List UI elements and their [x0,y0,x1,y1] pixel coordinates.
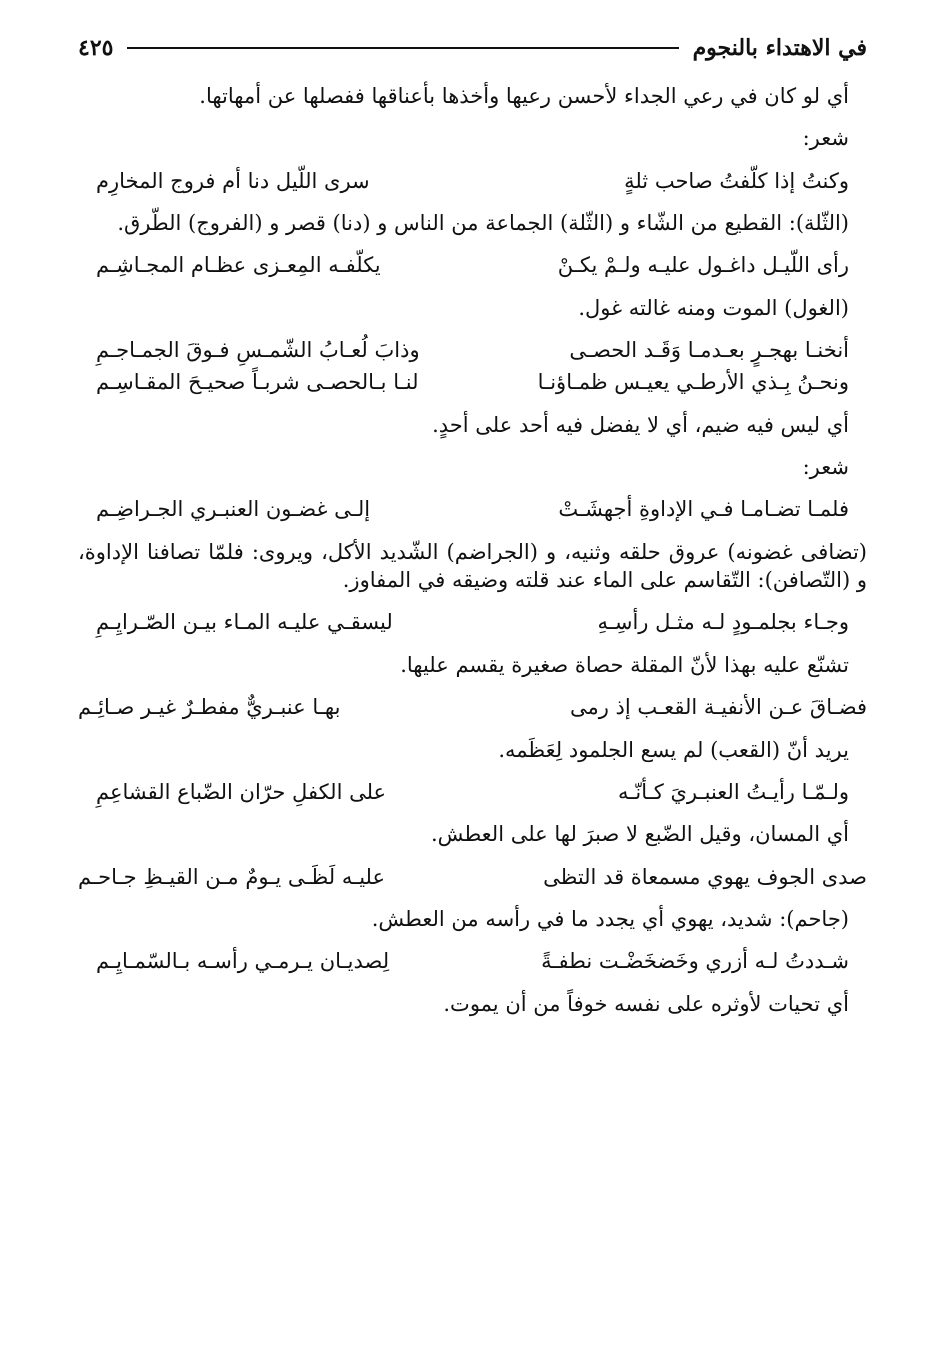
verse-first-hemistich: فضـاقَ عـن الأنفيـة القعـب إذ رمى [569,695,867,720]
verse-first-hemistich: وكنتُ إذا كلّفتُ صاحب ثلةٍ [624,168,849,193]
verse-second-hemistich: بهـا عنبـريٌّ مفطـرٌ غيـر صـائِـم [78,695,341,720]
verse-second-hemistich: وذابَ لُعـابُ الشّمـسِ فـوقَ الجمـاجـمِ [96,338,420,363]
verse-line [96,167,849,195]
verse-line [78,693,867,721]
verse-first-hemistich: شـددتُ لـه أزري وخَضخَضْـت نطفـةً [541,949,849,974]
poem-label: شعر: [802,126,849,151]
verse-first-hemistich: أنخنـا بهجـرٍ بعـدمـا وَقَـد الحصـى [569,338,849,363]
verse-first-hemistich: ولـمّـا رأيـتُ العنبـريَ كـأنّـه [617,779,849,804]
prose-paragraph: أي لو كان في رعي الجداء لأحسن رعيها وأخذها بأعناقها ففصلها عن أمهاتها. [199,84,849,108]
verse-first-hemistich: وجـاء بجلمـودٍ لـه مثـل رأسِـهِ [597,610,849,635]
prose-paragraph: تشنّع عليه بهذا لأنّ المقلة حصاة صغيرة يقسم عليها. [400,652,849,677]
verse-line [96,251,849,279]
page-content [78,82,867,1018]
verse-second-hemistich: ليسقـي عليـه المـاء بيـن الصّـرايِـمِ [96,610,393,635]
verse-second-hemistich: إلـى غضـون العنبـري الجـراضِـم [96,497,371,522]
verse-line [96,336,849,364]
verse-second-hemistich: لنـا بـالحصـى شربـاً صحيـحَ المقـاسِـم [96,370,419,395]
prose-paragraph: أي ليس فيه ضيم، أي لا يفضل فيه أحد على أحدٍ. [432,412,849,437]
verse-second-hemistich: على الكفلِ حرّان الضّباع القشاعِمِ [96,779,387,804]
prose-paragraph: أي المسان، وقيل الضّبع لا صبرَ لها على العطش. [431,822,849,847]
verse-line [96,947,849,975]
header-rule [127,47,678,49]
verse-line [96,368,849,396]
prose-paragraph: أي تحيات لأوثره على نفسه خوفاً من أن يموت. [443,991,849,1016]
verse-second-hemistich: لِصديـان يـرمـي رأسـه بـالسّمـايِـم [96,949,390,974]
running-header [78,28,867,68]
prose-paragraph: يريد أنّ (القعب) لم يسع الجلمود لِعَظَمه. [498,737,849,762]
poem-label: شعر: [802,455,849,480]
prose-paragraph: (تضافى غضونه) عروق حلقه وثنيه، و (الجراضم) الشّديد الأكل، ويروى: فلمّا تصافنا الإداوة، و (التّصافن): التّقاسم على الماء عند قلته وضيقه في المفاوز. [78,539,867,593]
verse-line [78,863,867,891]
prose-paragraph: (الغول) الموت ومنه غالته غول. [578,295,849,320]
verse-second-hemistich: سرى اللّيل دنا أم فروج المخارِم [96,168,370,193]
verse-first-hemistich: رأى اللّيـل داغـول عليـه ولـمْ يكـنْ [557,253,849,278]
verse-first-hemistich: فلمـا تضـامـا فـي الإداوةِ أجهشَـتْ [558,497,849,522]
chapter-title: في الاهتداء بالنجوم [692,35,867,61]
prose-paragraph: (جاحم): شديد، يهوي أي يجدد ما في رأسه من العطش. [371,906,849,931]
page-number: ٤٢٥ [78,35,114,61]
prose-paragraph: (الثّلة): القطيع من الشّاء و (الثّلة) الجماعة من الناس و (دنا) قصر و (الفروج) الطّرق. [117,211,849,236]
verse-line [96,608,849,636]
verse-second-hemistich: يكلّفـه المِعـزى عظـام المجـاشِـم [96,253,381,278]
verse-first-hemistich: ونحـنُ بِـذي الأرطـي يعيـس ظمـاؤنـا [537,370,849,395]
verse-line [96,778,849,806]
verse-second-hemistich: عليـه لَظَـى يـومٌ مـن القيـظِ جـاحـم [78,864,386,889]
verse-line [96,495,849,523]
verse-first-hemistich: صدى الجوف يهوي مسمعاة قد التظى [543,864,867,889]
